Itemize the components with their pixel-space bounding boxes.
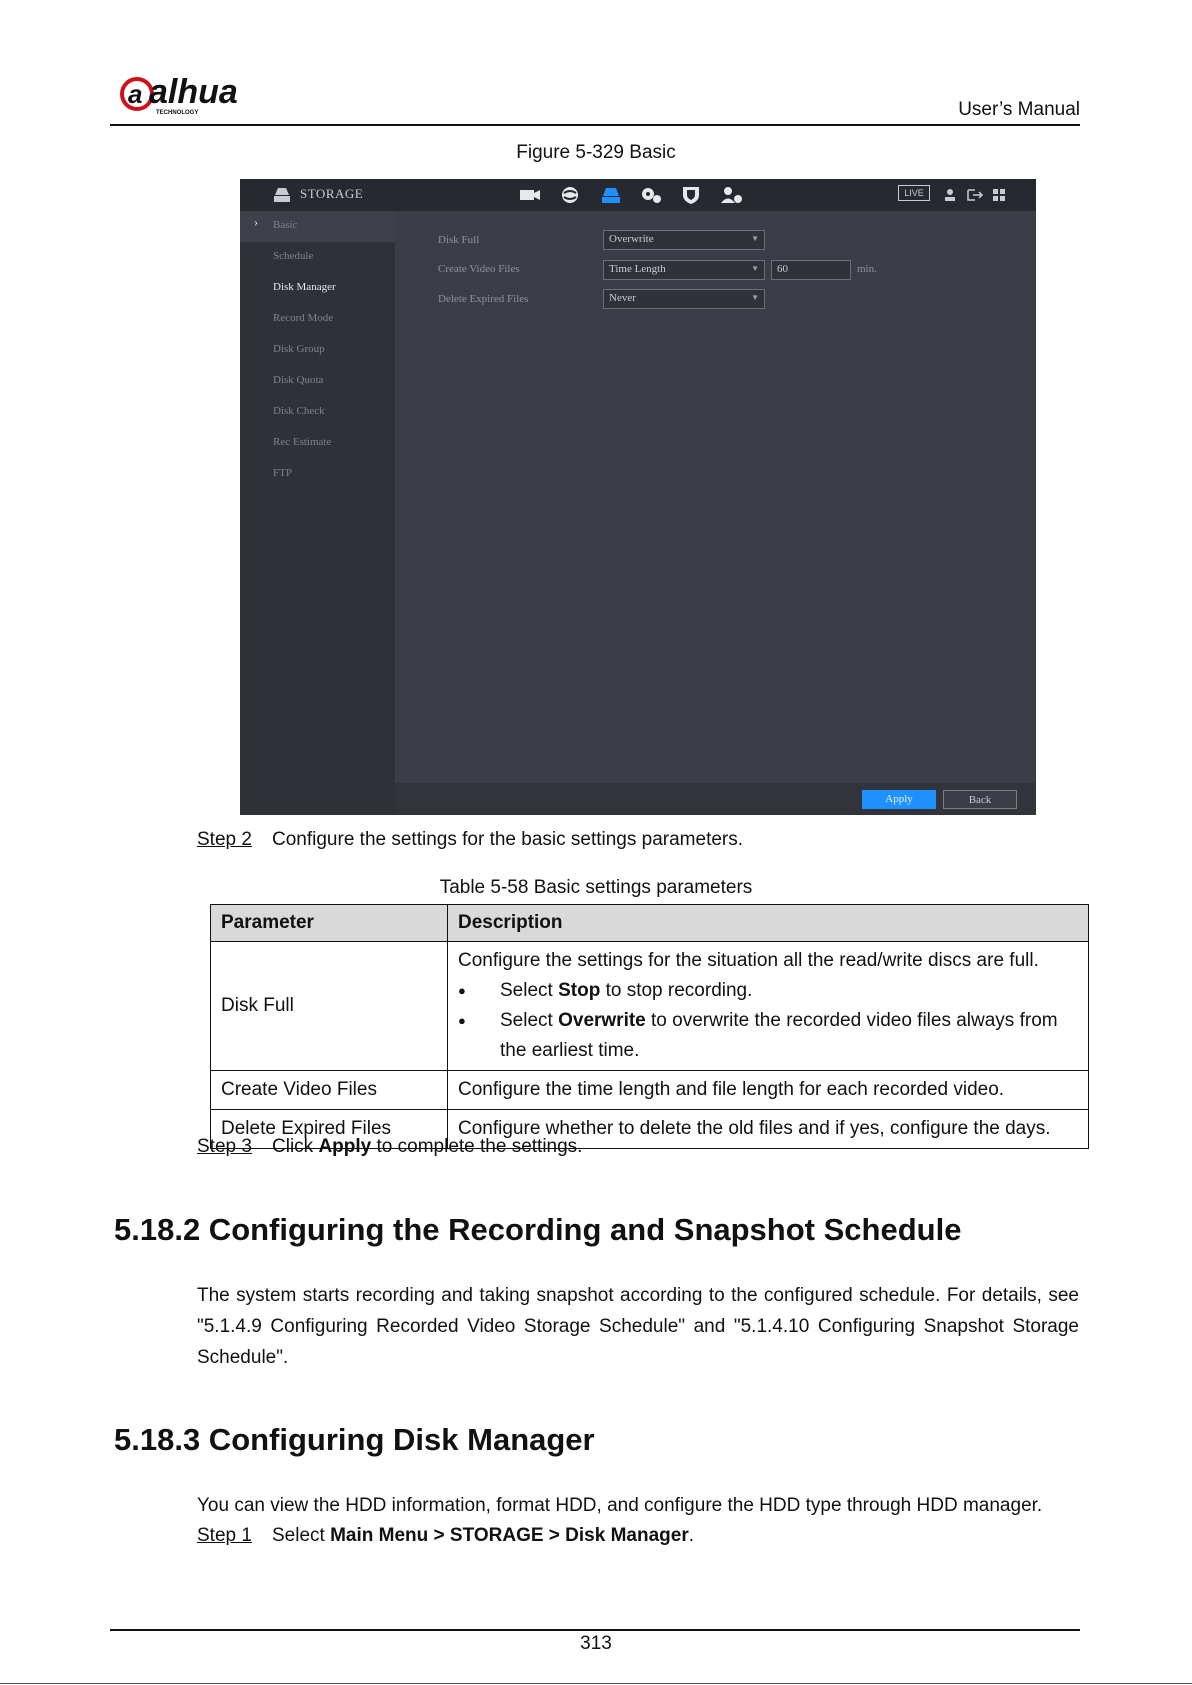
sidebar-item-label: Basic: [273, 219, 298, 231]
bullet-item: [458, 1006, 1078, 1066]
dvr-page-title: STORAGE: [300, 186, 364, 201]
sidebar-item-schedule[interactable]: [240, 242, 395, 273]
bold-term: Overwrite: [558, 1010, 646, 1031]
text-run: .: [688, 1525, 694, 1546]
sidebar-item-label: Disk Manager: [273, 281, 336, 293]
step-3-label: Step 3: [197, 1136, 252, 1157]
input-value: 60: [777, 263, 788, 275]
caret-down-icon: ▼: [751, 293, 759, 302]
sidebar-item-label: Disk Quota: [273, 374, 324, 386]
dvr-bottom-bar: [395, 783, 1036, 815]
text-run: to stop recording.: [600, 980, 753, 1001]
time-length-unit: min.: [857, 263, 877, 275]
section-heading-5-18-3: 5.18.3 Configuring Disk Manager: [114, 1422, 595, 1457]
header-rule: [110, 124, 1080, 126]
logo-subtext: TECHNOLOGY: [156, 110, 199, 116]
apply-button[interactable]: Apply: [862, 790, 936, 809]
sidebar-item-label: Disk Group: [273, 343, 325, 355]
sidebar-item-disk-quota[interactable]: [240, 366, 395, 397]
page-bottom-rule: [0, 1683, 1192, 1684]
back-button[interactable]: Back: [943, 790, 1017, 809]
step-2-label: Step 2: [197, 829, 252, 850]
storage-icon: [272, 186, 292, 204]
bullet-item: [458, 976, 1078, 1006]
camera-icon[interactable]: [517, 184, 543, 206]
sidebar-item-label: Record Mode: [273, 312, 334, 324]
bold-term: Apply: [318, 1136, 372, 1157]
dropdown-value: Time Length: [609, 263, 666, 275]
sidebar-item-label: FTP: [273, 467, 292, 479]
caret-down-icon: ▼: [751, 234, 759, 243]
section-5-18-3-body: You can view the HDD information, format HDD, and configure the HDD type through HDD manager.: [197, 1495, 1043, 1516]
svg-text:a: a: [128, 79, 143, 109]
manual-title: User’s Manual: [958, 99, 1080, 120]
text-run: Select: [500, 980, 559, 1001]
sidebar-item-basic[interactable]: [240, 211, 395, 242]
user-icon[interactable]: [942, 187, 958, 203]
time-length-input[interactable]: [771, 260, 851, 280]
live-button[interactable]: LIVE: [898, 185, 930, 201]
grid-icon[interactable]: [992, 187, 1006, 203]
disk-full-label: Disk Full: [438, 234, 480, 246]
text-run: Select: [272, 1525, 331, 1546]
storage-active-icon[interactable]: [598, 184, 624, 206]
sidebar-item-disk-manager[interactable]: [240, 273, 395, 304]
text-run: Select: [500, 1010, 559, 1031]
text-run: Click: [272, 1136, 319, 1157]
header-parameter: Parameter: [211, 905, 448, 942]
basic-settings-table: [210, 904, 1089, 1149]
table-row: [211, 942, 1089, 1071]
sidebar-item-rec-estimate[interactable]: [240, 428, 395, 459]
param-cell: Delete Expired Files: [211, 1110, 448, 1149]
page-number: 313: [580, 1633, 612, 1654]
dropdown-value: Overwrite: [609, 233, 654, 245]
sidebar-item-disk-group[interactable]: [240, 335, 395, 366]
create-video-files-label: Create Video Files: [438, 263, 520, 275]
bold-term: Stop: [558, 980, 601, 1001]
dropdown-value: Never: [609, 292, 636, 304]
step-3-text: [272, 1136, 582, 1158]
step-1-text: [272, 1525, 694, 1547]
dahua-logo: [120, 74, 260, 120]
logout-icon[interactable]: [966, 187, 988, 203]
desc-cell: [448, 942, 1089, 1071]
system-settings-icon[interactable]: [638, 184, 664, 206]
step-1-label: Step 1: [197, 1525, 252, 1546]
delete-expired-files-dropdown[interactable]: [603, 289, 765, 309]
bold-term: Main Menu > STORAGE > Disk Manager: [330, 1525, 689, 1546]
sidebar-item-disk-check[interactable]: [240, 397, 395, 428]
header-description: Description: [448, 905, 1089, 942]
account-icon[interactable]: [718, 184, 744, 206]
desc-cell: Configure whether to delete the old files and if yes, configure the days.: [448, 1110, 1089, 1149]
create-video-files-dropdown[interactable]: [603, 260, 765, 280]
param-cell: Disk Full: [211, 942, 448, 1071]
sidebar-item-record-mode[interactable]: [240, 304, 395, 335]
table-row: [211, 1071, 1089, 1110]
disk-full-dropdown[interactable]: [603, 230, 765, 250]
section-5-18-2-body: The system starts recording and taking snapshot according to the configured schedule. For details, see "5.1.4.9 Configuring Recorded Video Storage Schedule" and "5.1.4.10 Configuring Snapshot Storage Schedule".: [197, 1285, 1079, 1368]
footer-rule: [110, 1629, 1080, 1631]
table-header-row: [211, 905, 1089, 942]
delete-expired-files-label: Delete Expired Files: [438, 293, 529, 305]
step-2-text: Configure the settings for the basic settings parameters.: [272, 829, 744, 850]
sidebar-item-label: Disk Check: [273, 405, 325, 417]
sidebar-item-ftp[interactable]: [240, 459, 395, 490]
sidebar-item-label: Rec Estimate: [273, 436, 332, 448]
sidebar-item-label: Schedule: [273, 250, 314, 262]
text-run: to overwrite the recorded video files always from the earliest time.: [500, 1010, 1058, 1061]
security-icon[interactable]: [678, 184, 704, 206]
table-caption: Table 5-58 Basic settings parameters: [439, 877, 753, 898]
figure-caption: Figure 5-329 Basic: [516, 142, 676, 163]
section-heading-5-18-2: 5.18.2 Configuring the Recording and Snapshot Schedule: [114, 1212, 962, 1247]
param-cell: Create Video Files: [211, 1071, 448, 1110]
chevron-right-icon: ›: [254, 215, 258, 229]
text-run: to complete the settings.: [371, 1136, 583, 1157]
network-icon[interactable]: [557, 184, 583, 206]
desc-intro: Configure the settings for the situation all the read/write discs are full.: [458, 950, 1039, 971]
caret-down-icon: ▼: [751, 264, 759, 273]
logo-wordmark: alhua: [149, 74, 238, 111]
desc-cell: Configure the time length and file length for each recorded video.: [448, 1071, 1089, 1110]
dvr-storage-screenshot: [240, 179, 1036, 815]
